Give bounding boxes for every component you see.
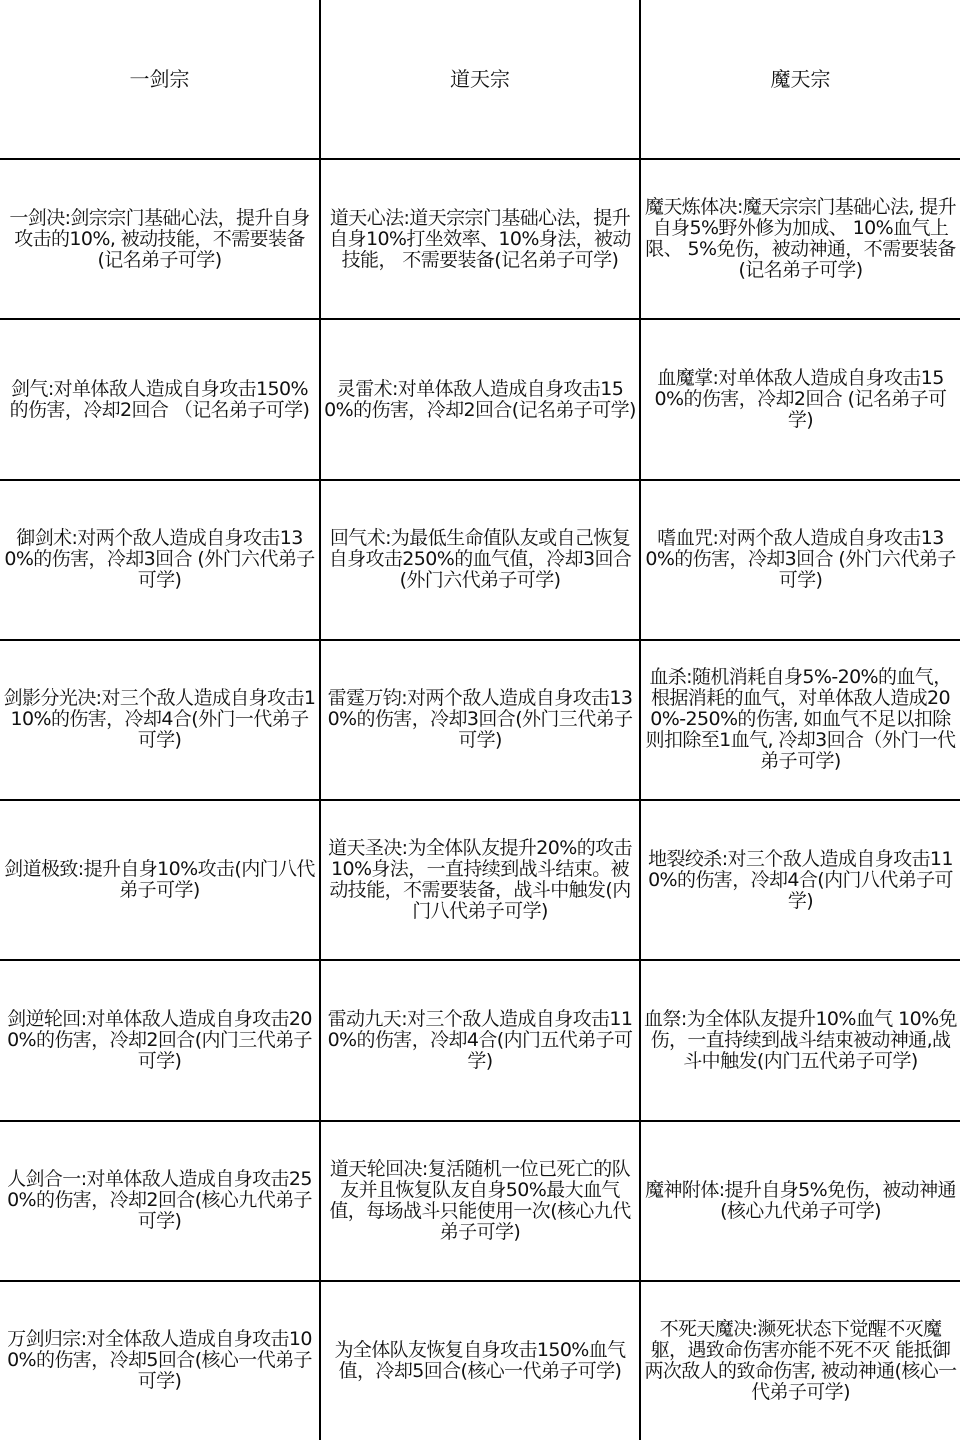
- table-row: [0, 480, 960, 640]
- table-row: [0, 960, 960, 1120]
- skill-cell: 血魔掌:对单体敌人造成自身攻击150%的伤害，冷却2回合 (记名弟子可学): [640, 319, 960, 479]
- skill-cell: 剑气:对单体敌人造成自身攻击150%的伤害，冷却2回合 （记名弟子可学): [0, 319, 320, 479]
- skill-cell: 魔神附体:提升自身5%免伤，被动神通(核心九代弟子可学): [640, 1121, 960, 1281]
- skill-cell: 剑道极致:提升自身10%攻击(内门八代弟子可学): [0, 800, 320, 960]
- skill-cell: 回气术:为最低生命值队友或自己恢复自身攻击250%的血气值，冷却3回合 (外门六代弟子可学): [320, 480, 640, 640]
- skill-cell: 为全体队友恢复自身攻击150%血气值，冷却5回合(核心一代弟子可学): [320, 1281, 640, 1440]
- skill-cell: 道天圣决:为全体队友提升20%的攻击10%身法，一直持续到战斗结束。被动技能，不需要装备，战斗中触发(内门八代弟子可学): [320, 800, 640, 960]
- skill-cell: 御剑术:对两个敌人造成自身攻击130%的伤害，冷却3回合 (外门六代弟子可学): [0, 480, 320, 640]
- skill-cell: 魔天炼体决:魔天宗宗门基础心法, 提升自身5%野外修为加成、 10%血气上限、 5%免伤，被动神通，不需要装备(记名弟子可学): [640, 159, 960, 319]
- skill-cell: 不死天魔决:濒死状态下觉醒不灭魔躯，遇致命伤害亦能不死不灭 能抵御两次敌人的致命伤害, 被动神通(核心一代弟子可学): [640, 1281, 960, 1440]
- skill-cell: 人剑合一:对单体敌人造成自身攻击250%的伤害，冷却2回合(核心九代弟子可学): [0, 1121, 320, 1281]
- table-row: [0, 319, 960, 479]
- skill-cell: 雷霆万钧:对两个敌人造成自身攻击130%的伤害，冷却3回合(外门三代弟子可学): [320, 640, 640, 800]
- skill-cell: 血杀:随机消耗自身5%-20%的血气，根据消耗的血气，对单体敌人造成200%-250%的伤害, 如血气不足以扣除则扣除至1血气, 冷却3回合（外门一代弟子可学): [640, 640, 960, 800]
- skill-cell: 剑逆轮回:对单体敌人造成自身攻击200%的伤害，冷却2回合(内门三代弟子可学): [0, 960, 320, 1120]
- skill-cell: 道天心法:道天宗宗门基础心法，提升自身10%打坐效率、10%身法，被动技能， 不需要装备(记名弟子可学): [320, 159, 640, 319]
- skill-cell: 灵雷术:对单体敌人造成自身攻击150%的伤害，冷却2回合(记名弟子可学): [320, 319, 640, 479]
- skill-cell: 道天轮回决:复活随机一位已死亡的队友并且恢复队友自身50%最大血气值，每场战斗只能使用一次(核心九代弟子可学): [320, 1121, 640, 1281]
- header-cell-yijian-sect: 一剑宗: [0, 0, 320, 159]
- header-cell-daotian-sect: 道天宗: [320, 0, 640, 159]
- skill-cell: 一剑决:剑宗宗门基础心法，提升自身攻击的10%, 被动技能，不需要装备(记名弟子可学): [0, 159, 320, 319]
- skill-cell: 嗜血咒:对两个敌人造成自身攻击130%的伤害，冷却3回合 (外门六代弟子可学): [640, 480, 960, 640]
- table-row: [0, 640, 960, 800]
- skill-cell: 剑影分光决:对三个敌人造成自身攻击110%的伤害，冷却4合(外门一代弟子可学): [0, 640, 320, 800]
- table-row: [0, 159, 960, 319]
- table-row: [0, 1121, 960, 1281]
- skill-cell: 血祭:为全体队友提升10%血气 10%免伤，一直持续到战斗结束被动神通,战斗中触发(内门五代弟子可学): [640, 960, 960, 1120]
- table-row: [0, 800, 960, 960]
- table-row: [0, 1281, 960, 1440]
- header-cell-motian-sect: 魔天宗: [640, 0, 960, 159]
- skill-cell: 地裂绞杀:对三个敌人造成自身攻击110%的伤害，冷却4合(内门八代弟子可学): [640, 800, 960, 960]
- skill-cell: 万剑归宗:对全体敌人造成自身攻击100%的伤害，冷却5回合(核心一代弟子可学): [0, 1281, 320, 1440]
- header-row: [0, 0, 960, 159]
- skill-cell: 雷动九天:对三个敌人造成自身攻击110%的伤害，冷却4合(内门五代弟子可学): [320, 960, 640, 1120]
